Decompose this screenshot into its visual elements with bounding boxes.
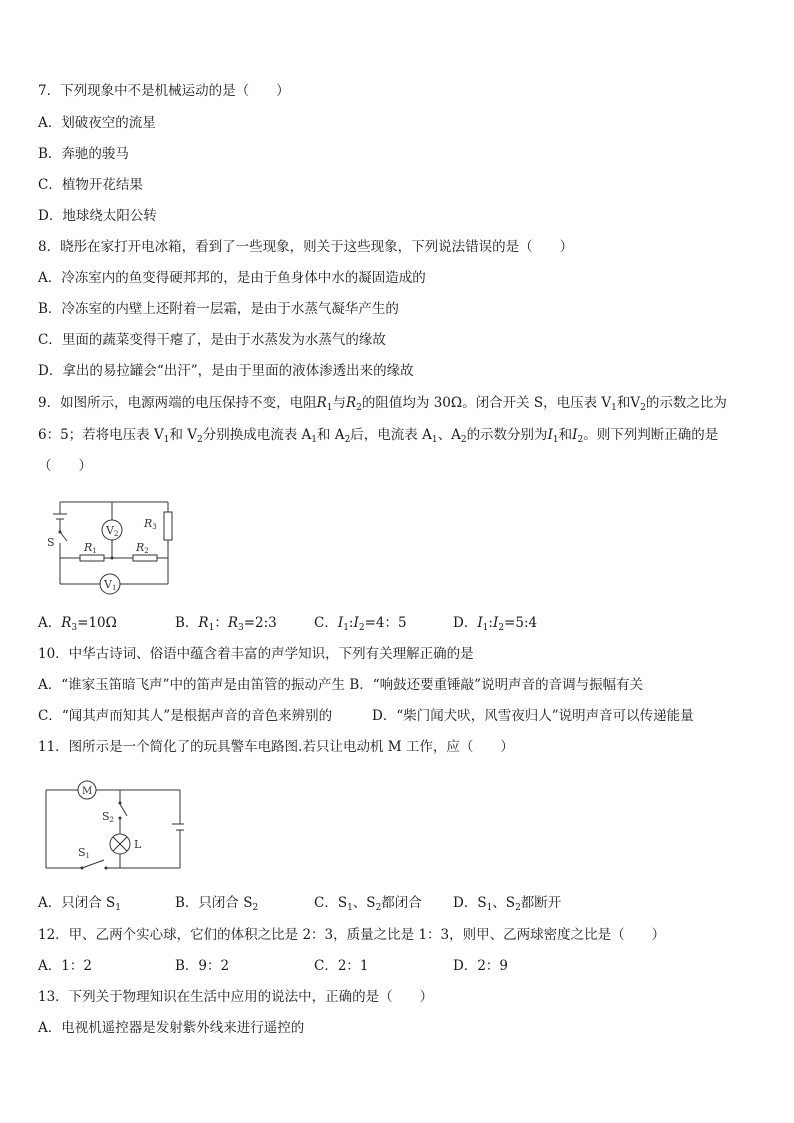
- question-12-stem: 12．甲、乙两个实心球，它们的体积之比是 2：3，质量之比是 1：3，则甲、乙两球密度之比是（ ）: [38, 927, 666, 943]
- question-8-option-b: B．冷冻室的内壁上还附着一层霜，是由于水蒸气凝华产生的: [38, 301, 399, 317]
- question-7-option-d: D．地球绕太阳公转: [38, 208, 157, 224]
- question-7-option-b: B．奔驰的骏马: [38, 146, 129, 162]
- question-9-option-d: D．$I_1:I_2=5:4$: [453, 615, 538, 633]
- circuit-r1-label: R1: [84, 541, 97, 555]
- question-10-option-d: D．“柴门闻犬吠，风雪夜归人”说明声音可以传递能量: [372, 708, 694, 724]
- question-8-stem: 8．晓彤在家打开电冰箱，看到了一些现象，则关于这些现象，下列说法错误的是（ ）: [38, 239, 574, 255]
- question-9-stem-line-3: （ ）: [38, 458, 92, 474]
- question-8-option-c: C．里面的蔬菜变得干瘪了，是由于水蒸发为水蒸气的缘故: [38, 332, 386, 348]
- question-7-option-c: C．植物开花结果: [38, 177, 143, 193]
- question-9-circuit-diagram: [40, 494, 180, 596]
- circuit-r3-label: R3: [144, 517, 157, 531]
- question-11-option-c: C．$S_1$、$S_2$都闭合: [314, 895, 422, 913]
- question-12-option-d: D．2：9: [453, 958, 509, 974]
- question-10-option-c: C．“闻其声而知其人”是根据声音的音色来辨别的: [38, 708, 333, 724]
- question-9-stem-line-1: 9．如图所示，电源两端的电压保持不变，电阻$R_1$与$R_2$的阻值均为 30Ω。闭合开关 S，电压表 $V_1$和$V_2$的示数之比为: [38, 395, 727, 413]
- question-12-option-c: C．2：1: [314, 958, 369, 974]
- question-9-option-b: B．$R_1$：$R_3=2:3$: [175, 615, 277, 633]
- circuit-lamp-label: L: [134, 838, 142, 851]
- question-8-option-d: D．拿出的易拉罐会“出汗”，是由于里面的液体渗透出来的缘故: [38, 363, 414, 379]
- circuit-s1-label: S1: [78, 846, 91, 860]
- question-10-options-row-1: A．“谁家玉笛暗飞声”中的笛声是由笛管的振动产生 B．“响鼓还要重锤敲”说明声音的音调与振幅有关: [38, 677, 644, 693]
- circuit-s2-label: S2: [102, 810, 115, 824]
- circuit-v1-label: V1: [104, 578, 117, 592]
- circuit-r2-label: R2: [136, 541, 149, 555]
- question-8-option-a: A．冷冻室内的鱼变得硬邦邦的，是由于鱼身体中水的凝固造成的: [38, 270, 426, 286]
- question-9-option-a: A．$R_3=10\Omega$: [38, 615, 117, 633]
- question-11-stem: 11．图所示是一个简化了的玩具警车电路图.若只让电动机 M 工作，应（ ）: [38, 739, 514, 755]
- question-9-stem-line-2: 6：5；若将电压表 $V_1$和 $V_2$分别换成电流表 $A_1$和 $A_2$后，电流表 $A_1$、$A_2$的示数分别为$I_1$和$I_2$。则下列判断正确的是: [38, 427, 719, 445]
- circuit-v2-label: V2: [106, 524, 119, 538]
- question-11-option-a: A．只闭合 $S_1$: [38, 895, 122, 913]
- question-12-option-a: A．1：2: [38, 958, 92, 974]
- question-7-option-a: A．划破夜空的流星: [38, 115, 156, 131]
- question-10-stem: 10．中华古诗词、俗语中蕴含着丰富的声学知识，下列有关理解正确的是: [38, 646, 474, 662]
- question-13-option-a: A．电视机遥控器是发射紫外线来进行遥控的: [38, 1020, 305, 1036]
- question-11-option-b: B．只闭合 $S_2$: [175, 895, 259, 913]
- question-11-option-d: D．$S_1$、$S_2$都断开: [453, 895, 562, 913]
- question-13-stem: 13．下列关于物理知识在生活中应用的说法中，正确的是（ ）: [38, 989, 434, 1005]
- question-12-option-b: B．9：2: [175, 958, 230, 974]
- question-7-stem: 7．下列现象中不是机械运动的是（ ）: [38, 83, 290, 99]
- question-11-circuit-diagram: [44, 780, 184, 872]
- circuit-motor-label: M: [82, 786, 93, 797]
- question-9-option-c: C．$I_1:I_2=4$：5: [314, 615, 407, 633]
- circuit-switch-label: S: [47, 536, 55, 549]
